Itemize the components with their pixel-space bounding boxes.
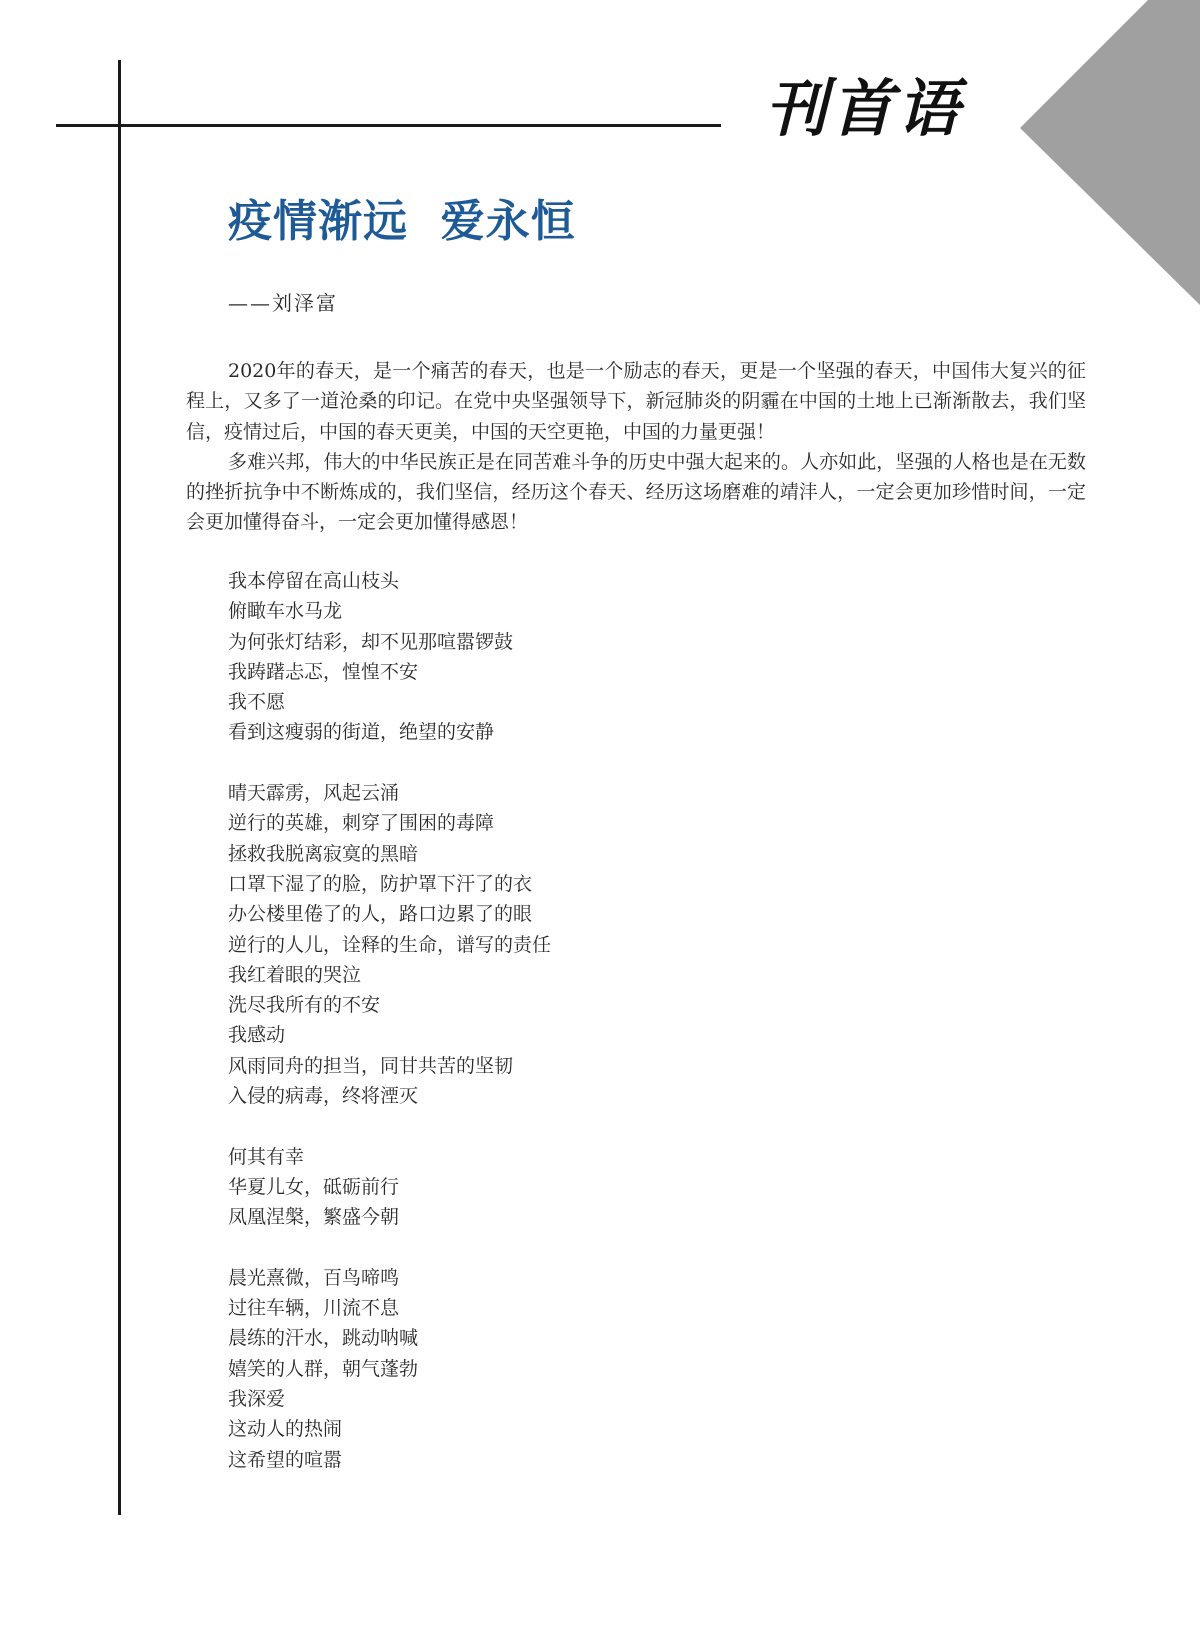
poem-line: 我不愿 bbox=[228, 691, 286, 714]
poem-line: 我感动 bbox=[228, 1024, 286, 1047]
poem-line: 我踌躇忐忑，惶惶不安 bbox=[228, 660, 419, 683]
poem-line: 逆行的英雄，刺穿了围困的毒障 bbox=[228, 812, 495, 835]
poem-line: 晨光熹微，百鸟啼鸣 bbox=[228, 1266, 400, 1289]
poem-line: 凤凰涅槃，繁盛今朝 bbox=[228, 1206, 400, 1229]
poem-line: 晨练的汗水，跳动呐喊 bbox=[228, 1327, 419, 1350]
poem-line: 我深爱 bbox=[228, 1388, 286, 1411]
poem-line: 何其有幸 bbox=[228, 1145, 305, 1168]
poem-stanza bbox=[228, 1263, 828, 1475]
poem-line: 入侵的病毒，终将湮灭 bbox=[228, 1085, 419, 1108]
poem-line: 晴天霹雳，风起云涌 bbox=[228, 782, 400, 805]
poem-line: 口罩下湿了的脸，防护罩下汗了的衣 bbox=[228, 872, 533, 895]
poem-line: 洗尽我所有的不安 bbox=[228, 994, 381, 1017]
poem-line: 俯瞰车水马龙 bbox=[228, 600, 343, 623]
author-byline: ——刘泽富 bbox=[228, 291, 338, 315]
poem-stanza bbox=[228, 1142, 828, 1233]
poem-line: 拯救我脱离寂寞的黑暗 bbox=[228, 842, 419, 865]
poem-line: 这动人的热闹 bbox=[228, 1418, 343, 1441]
poem-line: 过往车辆，川流不息 bbox=[228, 1297, 400, 1320]
poem-line: 逆行的人儿，诠释的生命，谱写的责任 bbox=[228, 933, 552, 956]
poem-line: 嬉笑的人群，朝气蓬勃 bbox=[228, 1357, 419, 1380]
poem-line: 我红着眼的哭泣 bbox=[228, 963, 362, 986]
poem-line: 这希望的喧嚣 bbox=[228, 1448, 343, 1471]
paragraph: 2020年的春天，是一个痛苦的春天，也是一个励志的春天，更是一个坚强的春天，中国伟大复兴的征程上，又多了一道沧桑的印记。在党中央坚强领导下，新冠肺炎的阴霾在中国的土地上已渐渐散去，我们坚信，疫情过后，中国的春天更美，中国的天空更艳，中国的力量更强！ bbox=[186, 360, 1086, 443]
poem-stanza bbox=[228, 778, 828, 1111]
poem-stanza bbox=[228, 566, 828, 748]
horizontal-rule bbox=[56, 124, 721, 127]
article-title: 疫情渐远 爱永恒 bbox=[228, 196, 576, 247]
vertical-rule bbox=[118, 60, 121, 1515]
article-body bbox=[186, 356, 1086, 538]
poem-line: 我本停留在高山枝头 bbox=[228, 570, 400, 592]
poem-line: 华夏儿女，砥砺前行 bbox=[228, 1175, 400, 1198]
paragraph: 多难兴邦，伟大的中华民族正是在同苦难斗争的历史中强大起来的。人亦如此，坚强的人格也是在无数的挫折抗争中不断炼成的，我们坚信，经历这个春天、经历这场磨难的靖沣人，一定会更加珍惜时间，一定会更加懂得奋斗，一定会更加懂得感恩！ bbox=[186, 450, 1086, 534]
poem-line: 为何张灯结彩，却不见那喧嚣锣鼓 bbox=[228, 630, 514, 653]
poem-line: 风雨同舟的担当，同甘共苦的坚韧 bbox=[228, 1054, 514, 1077]
section-title: 刊首语 bbox=[765, 72, 964, 145]
poem-line: 看到这瘦弱的街道，绝望的安静 bbox=[228, 721, 495, 744]
poem bbox=[228, 566, 828, 1505]
poem-line: 办公楼里倦了的人，路口边累了的眼 bbox=[228, 903, 533, 926]
corner-triangle-decoration bbox=[1020, 0, 1200, 305]
